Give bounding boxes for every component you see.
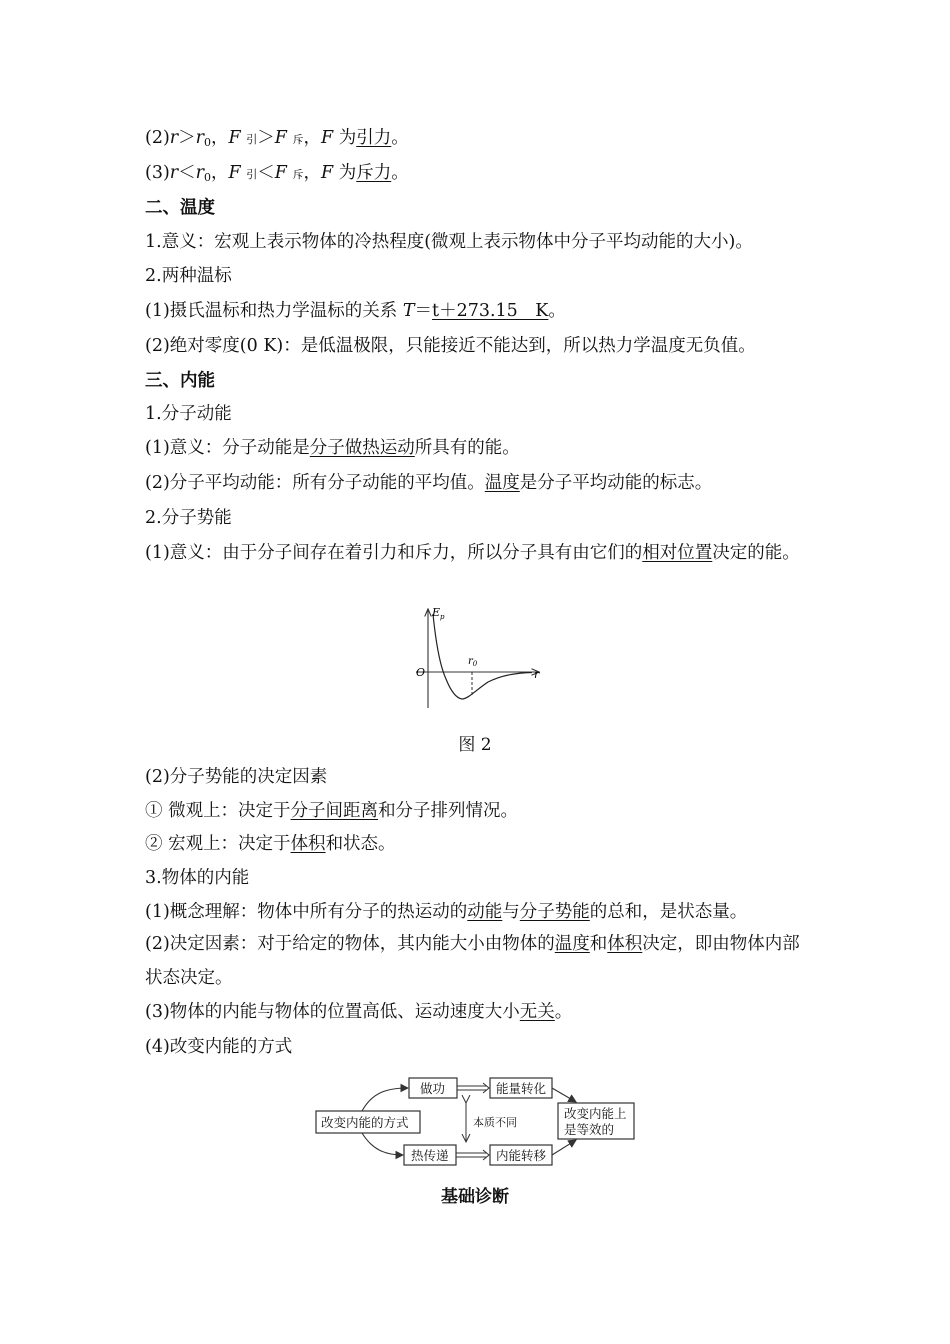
paragraph: (1)摄氏温标和热力学温标的关系 T＝t＋273.15 K。 — [145, 301, 566, 321]
answer-blank: 引力 — [356, 128, 392, 148]
line-r-less: $(3)r<r_0$，F 引＜F 斥，F 为斥力。 — [145, 163, 409, 184]
subheading: 2.分子势能 — [145, 508, 232, 528]
subheading: (4)改变内能的方式 — [145, 1037, 293, 1057]
connector-to-heat — [362, 1133, 403, 1155]
answer-blank: 温度 — [554, 934, 590, 954]
figure-caption: 图 2 — [458, 735, 492, 755]
answer-blank: 斥力 — [356, 163, 392, 183]
arrow-transfer-to-equivalent — [552, 1140, 576, 1155]
arrow-conversion-to-equivalent — [552, 1088, 576, 1102]
box-energy-conversion-label: 能量转化 — [496, 1081, 547, 1096]
answer-blank: 动能 — [467, 902, 503, 922]
essence-different-label: 本质不同 — [473, 1116, 517, 1129]
answer-blank: t＋273.15 K — [432, 301, 549, 321]
answer-blank: 体积 — [607, 934, 643, 954]
paragraph: 1.意义：宏观上表示物体的冷热程度(微观上表示物体中分子平均动能的大小)。 — [145, 232, 753, 252]
double-arrow-bottom — [483, 1150, 489, 1160]
paragraph: (2)分子平均动能：所有分子动能的平均值。温度是分子平均动能的标志。 — [145, 473, 713, 493]
heading-temperature: 二、温度 — [145, 198, 215, 218]
answer-blank: 分子做热运动 — [309, 438, 415, 458]
paragraph: (1)意义：由于分子间存在着引力和斥力，所以分子具有由它们的相对位置决定的能。 — [145, 543, 800, 563]
paragraph: ① 微观上：决定于分子间距离和分子排列情况。 — [145, 801, 519, 821]
box-equivalent-line1: 改变内能上 — [564, 1106, 627, 1121]
answer-blank: 相对位置 — [642, 543, 713, 563]
answer-blank: 分子间距离 — [290, 801, 379, 821]
internal-energy-flow-diagram — [312, 1075, 642, 1167]
subheading: 3.物体的内能 — [145, 868, 250, 888]
subheading: (2)分子势能的决定因素 — [145, 767, 328, 787]
paragraph: (2)绝对零度(0 K)：是低温极限，只能接近不能达到，所以热力学温度无负值。 — [145, 336, 756, 356]
y-axis-label: $E_p$ — [432, 606, 445, 621]
box-energy-transfer-label: 内能转移 — [496, 1148, 547, 1163]
heading-internal-energy: 三、内能 — [145, 371, 215, 391]
paragraph: (1)概念理解：物体中所有分子的热运动的动能与分子势能的总和，是状态量。 — [145, 902, 748, 922]
double-arrow-top — [483, 1083, 489, 1093]
subheading: 2.两种温标 — [145, 266, 232, 286]
origin-label: O — [416, 666, 426, 679]
r0-label: $r_0$ — [468, 656, 478, 668]
line-r-greater: $(2)r>r_0$，F 引＞F 斥，F 为引力。 — [145, 128, 409, 149]
potential-curve — [433, 614, 532, 699]
answer-blank: 温度 — [484, 473, 520, 493]
box-work-label: 做功 — [420, 1081, 446, 1096]
box-methods-label: 改变内能的方式 — [321, 1115, 409, 1130]
x-axis-label: r — [534, 668, 540, 681]
answer-blank: 体积 — [290, 834, 326, 854]
box-equivalent-line2: 是等效的 — [564, 1122, 615, 1137]
paragraph: (1)意义：分子动能是分子做热运动所具有的能。 — [145, 438, 520, 458]
potential-energy-graph — [410, 604, 550, 712]
paragraph: (2)决定因素：对于给定的物体，其内能大小由物体的温度和体积决定，即由物体内部状态决定。 — [145, 934, 800, 988]
subheading: 1.分子动能 — [145, 404, 232, 424]
paragraph: (3)物体的内能与物体的位置高低、运动速度大小无关。 — [145, 1002, 573, 1022]
connector-to-work — [362, 1088, 408, 1111]
section-title-basic-diagnosis: 基础诊断 — [441, 1187, 509, 1207]
paragraph: ② 宏观上：决定于体积和状态。 — [145, 834, 396, 854]
answer-blank: 无关 — [519, 1002, 555, 1022]
box-heat-transfer-label: 热传递 — [411, 1148, 449, 1163]
answer-blank: 分子势能 — [519, 902, 590, 922]
